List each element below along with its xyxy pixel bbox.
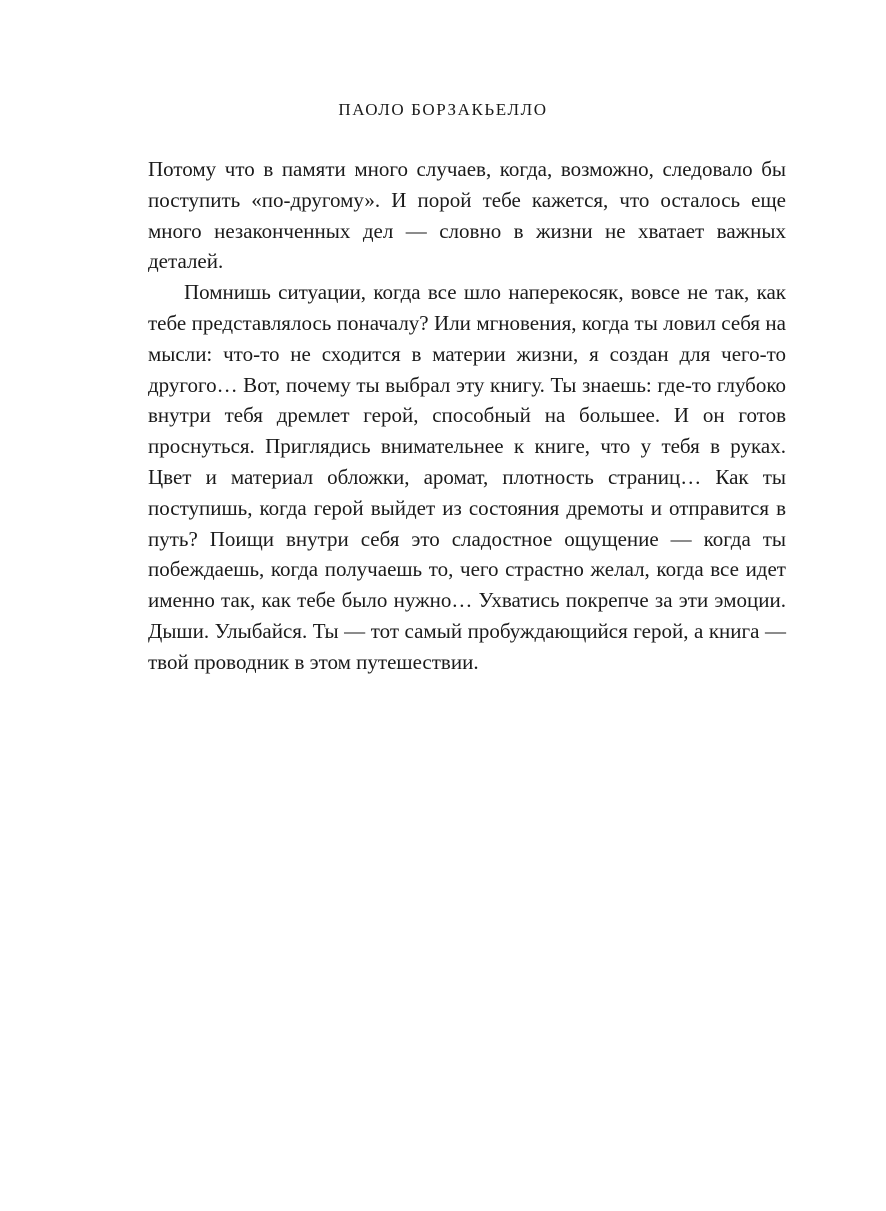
paragraph-2: Помнишь ситуации, когда все шло наперекосяк, вовсе не так, как тебе представлялось поначалу? Или мгновения, когда ты ловил себя на мысли: что-то не сходится в материи жизни, я создан для чего-то другого… Вот, почему ты выбрал эту книгу. Ты знаешь: где-то глубоко внутри тебя дремлет герой, способный на большее. И он готов проснуться. Приглядись внимательнее к книге, что у тебя в руках. Цвет и материал обложки, аромат, плотность страниц… Как ты поступишь, когда герой выйдет из состояния дремоты и отправится в путь? Поищи внутри себя это сладостное ощущение — когда ты побеждаешь, когда получаешь то, чего страстно желал, когда все идет именно так, как тебе было нужно… Ухватись покрепче за эти эмоции. Дыши. Улыбайся. Ты — тот самый пробуждающийся герой, а книга — твой проводник в этом путешествии. (148, 280, 786, 674)
paragraph-1: Потому что в памяти много случаев, когда, возможно, следовало бы поступить «по-другому». И порой тебе кажется, что осталось еще много незаконченных дел — словно в жизни не хватает важных деталей. (148, 157, 786, 274)
body-text (148, 154, 786, 678)
running-header: ПАОЛО БОРЗАКЬЕЛЛО (338, 100, 548, 119)
